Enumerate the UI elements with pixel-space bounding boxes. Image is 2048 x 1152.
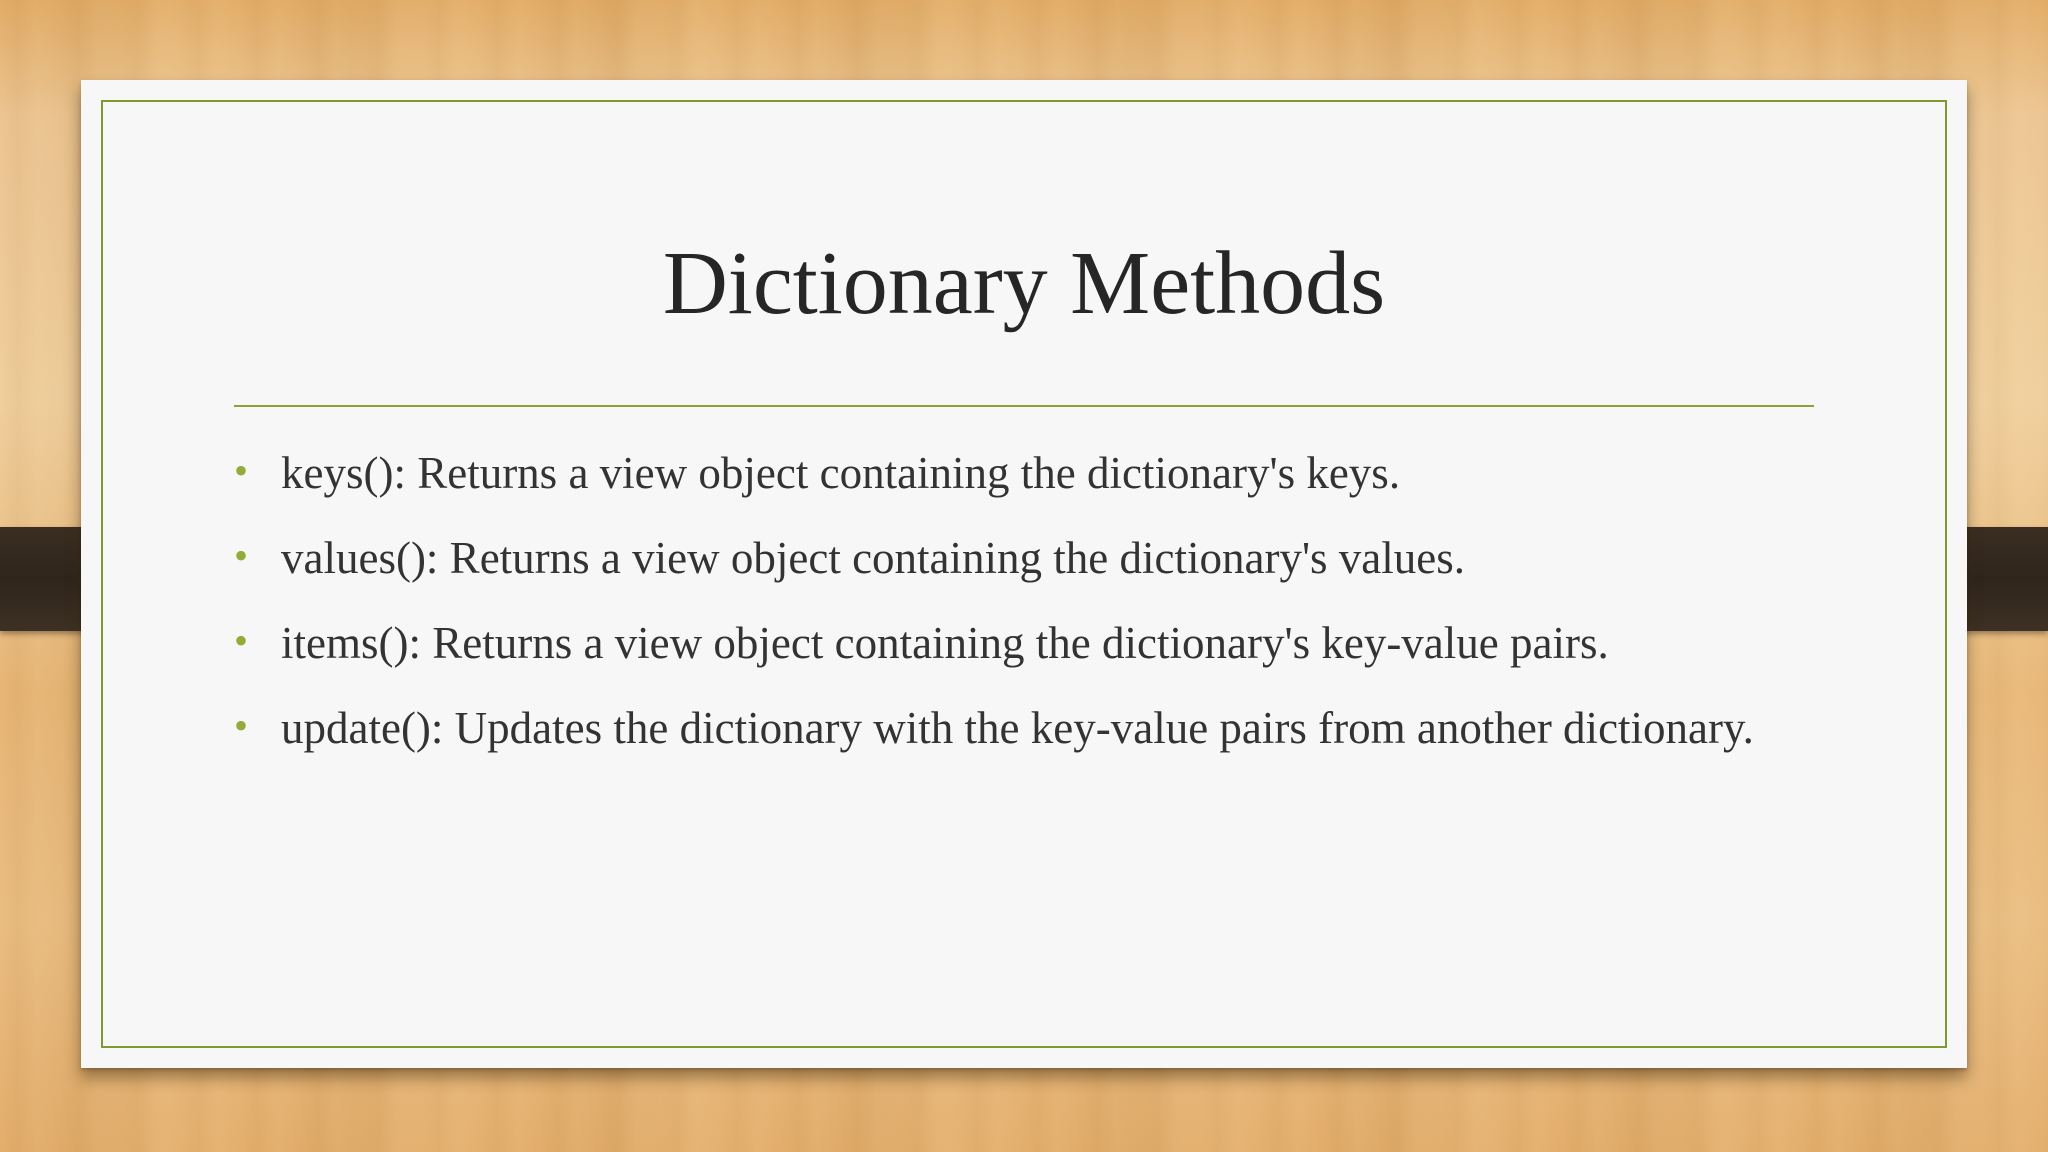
bullet-item-items <box>234 613 1814 673</box>
bullet-item-values <box>234 528 1814 588</box>
bullet-dot-icon: • <box>234 448 249 493</box>
slide-title: Dictionary Methods <box>662 234 1386 333</box>
bullet-item-update <box>234 698 1814 758</box>
bullet-dot-icon: • <box>234 618 249 663</box>
bullet-dot-icon: • <box>234 533 249 578</box>
bullet-item-keys <box>234 443 1814 503</box>
slide-paper <box>81 80 1967 1068</box>
bullet-text: keys(): Returns a view object containing the dictionary's keys. <box>281 448 1401 498</box>
bullet-list <box>234 443 1814 783</box>
title-divider <box>234 405 1814 407</box>
bullet-dot-icon: • <box>234 703 249 748</box>
bullet-text: items(): Returns a view object containing the dictionary's key-value pairs. <box>281 618 1609 668</box>
bullet-text: values(): Returns a view object containing the dictionary's values. <box>281 533 1466 583</box>
bullet-text: update(): Updates the dictionary with the key-value pairs from another dictionary. <box>281 703 1754 753</box>
